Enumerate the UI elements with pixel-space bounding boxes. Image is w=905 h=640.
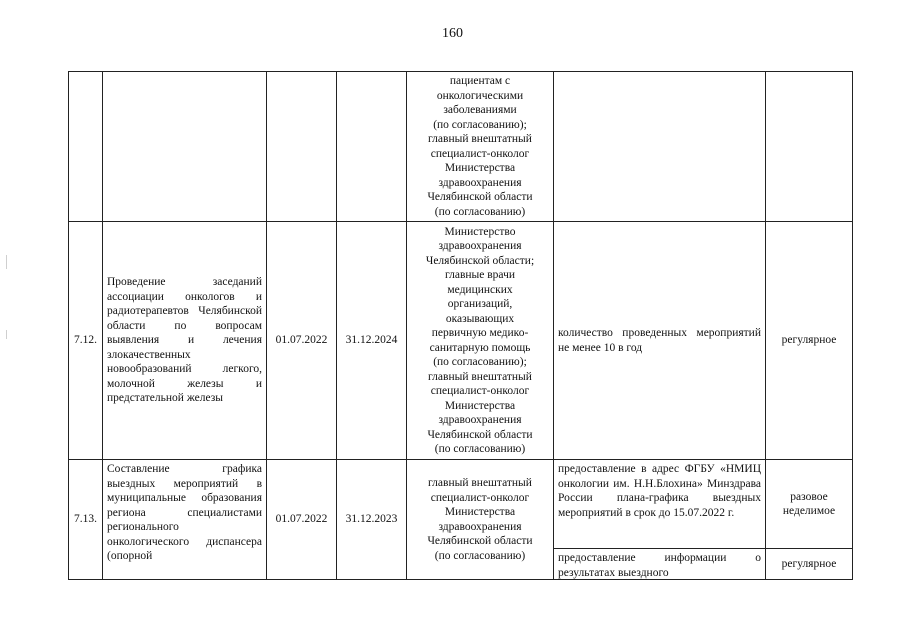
cell-result: предоставление в адрес ФГБУ «НМИЦ онкологии им. Н.Н.Блохина» Минздрава России плана-графика выездных мероприятий в срок до 15.07.2022 г. bbox=[558, 463, 761, 519]
cell-result bbox=[554, 72, 766, 222]
cell-end bbox=[337, 72, 407, 222]
cell-name: Составление графика выездных мероприятий в муниципальные образования региона специалистами регионального онкологического диспансера (опорной bbox=[103, 460, 267, 580]
table-row bbox=[69, 72, 853, 222]
plan-table bbox=[68, 71, 853, 580]
cell-start: 01.07.2022 bbox=[267, 222, 337, 460]
cell-name: Проведение заседаний ассоциации онкологов и радиотерапевтов Челябинской области по вопросам выявления и лечения злокачественных новообразований легкого, молочной железы и предстательной железы bbox=[103, 222, 267, 460]
cell-type bbox=[766, 72, 853, 222]
cell-result: количество проведенных мероприятий не менее 10 в год bbox=[554, 222, 766, 460]
table-row bbox=[69, 460, 853, 580]
cell-responsible: пациентам с онкологическими заболеваниями (по согласованию); главный внештатный специалист-онколог Министерства здравоохранения Челябинской области (по согласованию) bbox=[407, 72, 554, 222]
margin-mark bbox=[6, 255, 7, 269]
cell-result-secondary: предоставление информации о результатах выездного bbox=[554, 548, 765, 579]
cell-num bbox=[69, 72, 103, 222]
cell-end: 31.12.2024 bbox=[337, 222, 407, 460]
cell-type-secondary: регулярное bbox=[766, 548, 852, 579]
cell-results-group bbox=[554, 460, 766, 580]
cell-num: 7.12. bbox=[69, 222, 103, 460]
margin-mark bbox=[6, 330, 7, 339]
cell-responsible: Министерство здравоохранения Челябинской области; главные врачи медицинских организаций, оказывающих первичную медико- санитарную помощь (по согласованию); главный внештатный специалист-онколог Министерства здравоохранения Челябинской области (по согласованию) bbox=[407, 222, 554, 460]
cell-name bbox=[103, 72, 267, 222]
cell-end: 31.12.2023 bbox=[337, 460, 407, 580]
cell-types-group bbox=[766, 460, 853, 580]
cell-type: разовое неделимое bbox=[782, 490, 836, 517]
cell-num: 7.13. bbox=[69, 460, 103, 580]
cell-start bbox=[267, 72, 337, 222]
cell-type: регулярное bbox=[766, 222, 853, 460]
cell-responsible: главный внештатный специалист-онколог Министерства здравоохранения Челябинской области (по согласованию) bbox=[407, 460, 554, 580]
cell-start: 01.07.2022 bbox=[267, 460, 337, 580]
page-number: 160 bbox=[442, 26, 463, 41]
table-row bbox=[69, 222, 853, 460]
